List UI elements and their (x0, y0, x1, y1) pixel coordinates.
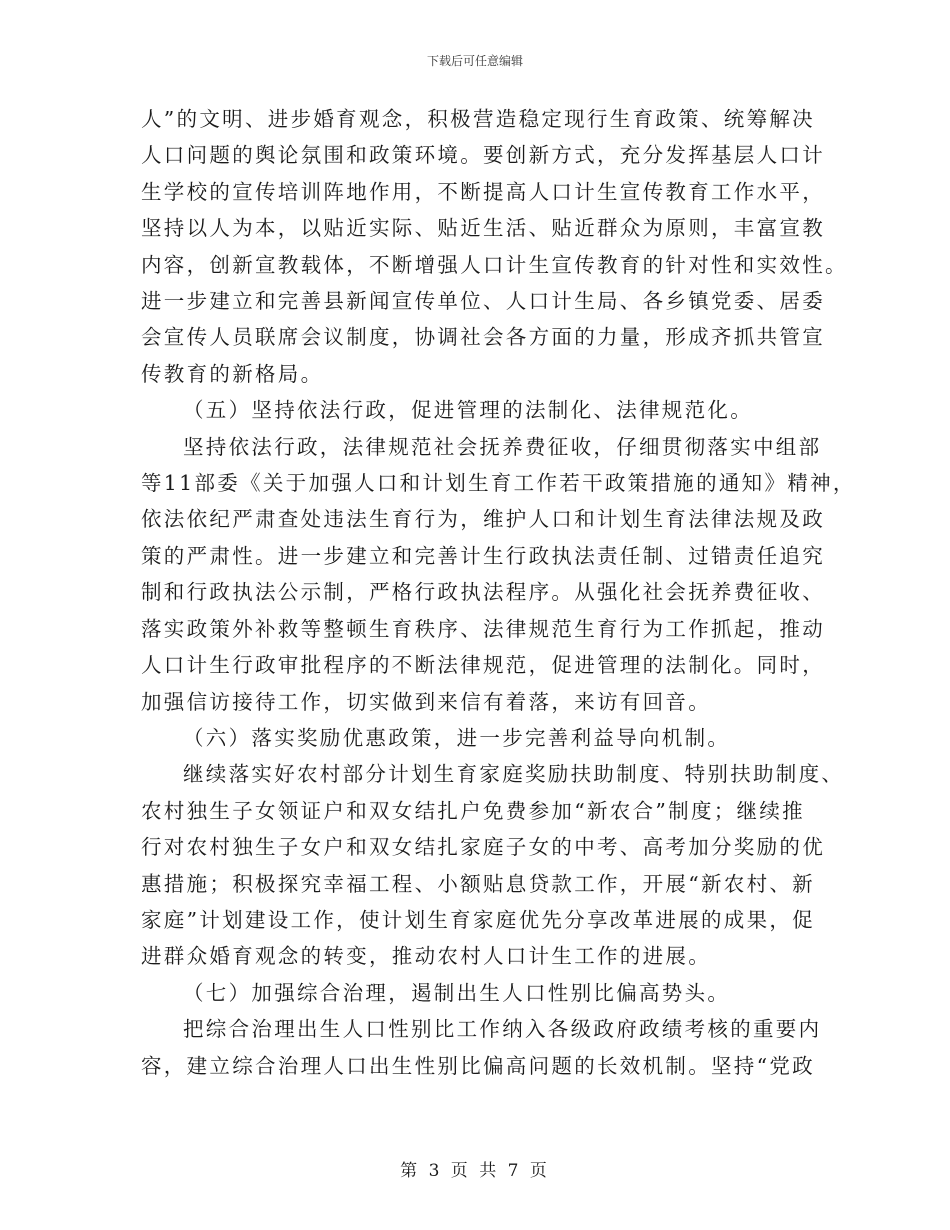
text-line: 行对农村独生子女户和双女结扎家庭子女的中考、高考加分奖励的优 (141, 835, 825, 860)
text-line: 传教育的新格局。 (141, 361, 324, 386)
heading-line: （七）加强综合治理，遏制出生人口性别比偏高势头。 (183, 980, 731, 1005)
text-line: 进群众婚育观念的转变，推动农村人口计生工作的进展。 (141, 944, 711, 969)
text-line: 内容，创新宣教载体，不断增强人口计生宣传教育的针对性和实效性。 (141, 252, 848, 277)
text-line: 会宣传人员联席会议制度，协调社会各方面的力量，形成齐抓共管宣 (141, 325, 825, 350)
page-number: 第 3 页 共 7 页 (400, 1161, 550, 1181)
text-line: 落实政策外补救等整顿生育秩序、法律规范生育行为工作抓起，推动 (141, 616, 825, 641)
section-heading-7 (141, 975, 806, 1011)
paragraph-sex-ratio (141, 1011, 822, 1084)
text-line: 农村独生子女领证户和双女结扎户免费参加“新农合”制度；继续推 (141, 798, 805, 823)
text-line: 进一步建立和完善县新闻宣传单位、人口计生局、各乡镇党委、居委 (141, 289, 825, 314)
text-line: 惠措施；积极探究幸福工程、小额贴息贷款工作，开展“新农村、新 (141, 871, 815, 896)
text-line: 把综合治理出生人口性别比工作纳入各级政府政绩考核的重要内 (183, 1017, 822, 1042)
section-heading-5 (141, 392, 806, 428)
text-line: 坚持依法行政，法律规范社会抚养费征收，仔细贯彻落实中组部 (183, 434, 822, 459)
text-line: 人口计生行政审批程序的不断法律规范，促进管理的法制化。同时， (141, 653, 825, 678)
text-line: 容，建立综合治理人口出生性别比偏高问题的长效机制。坚持“党政 (141, 1053, 815, 1078)
text-line: 人”的文明、进步婚育观念，积极营造稳定现行生育政策、统筹解决 (141, 107, 815, 131)
text-line: 继续落实好农村部分计划生育家庭奖励扶助制度、特别扶助制度、 (183, 762, 845, 787)
text-line: 家庭”计划建设工作，使计划生育家庭优先分享改革进展的成果，促 (141, 907, 815, 932)
paragraph-rewards (141, 756, 845, 974)
text-line: 等11部委《关于加强人口和计划生育工作若干政策措施的通知》精神， (141, 471, 856, 496)
text-line: 坚持以人为本，以贴近实际、贴近生活、贴近群众为原则，丰富宣教 (141, 216, 825, 241)
heading-line: （六）落实奖励优惠政策，进一步完善利益导向机制。 (183, 725, 731, 750)
heading-line: （五）坚持依法行政，促进管理的法制化、法律规范化。 (183, 398, 753, 423)
text-line: 策的严肃性。进一步建立和完善计生行政执法责任制、过错责任追究 (141, 543, 825, 568)
text-line: 人口问题的舆论氛围和政策环境。要创新方式，充分发挥基层人口计 (141, 143, 825, 168)
section-heading-6 (141, 720, 806, 756)
page-header: 下载后可任意编辑 (426, 54, 523, 68)
text-line: 加强信访接待工作，切实做到来信有着落，来访有回音。 (141, 689, 711, 714)
text-line: 生学校的宣传培训阵地作用，不断提高人口计生宣传教育工作水平， (141, 179, 825, 204)
text-line: 依法依纪严肃查处违法生育行为，维护人口和计划生育法律法规及政 (141, 507, 825, 532)
document-body (141, 101, 856, 1084)
paragraph-propaganda (141, 101, 848, 392)
paragraph-law (141, 429, 856, 720)
text-line: 制和行政执法公示制，严格行政执法程序。从强化社会抚养费征收、 (141, 580, 825, 605)
